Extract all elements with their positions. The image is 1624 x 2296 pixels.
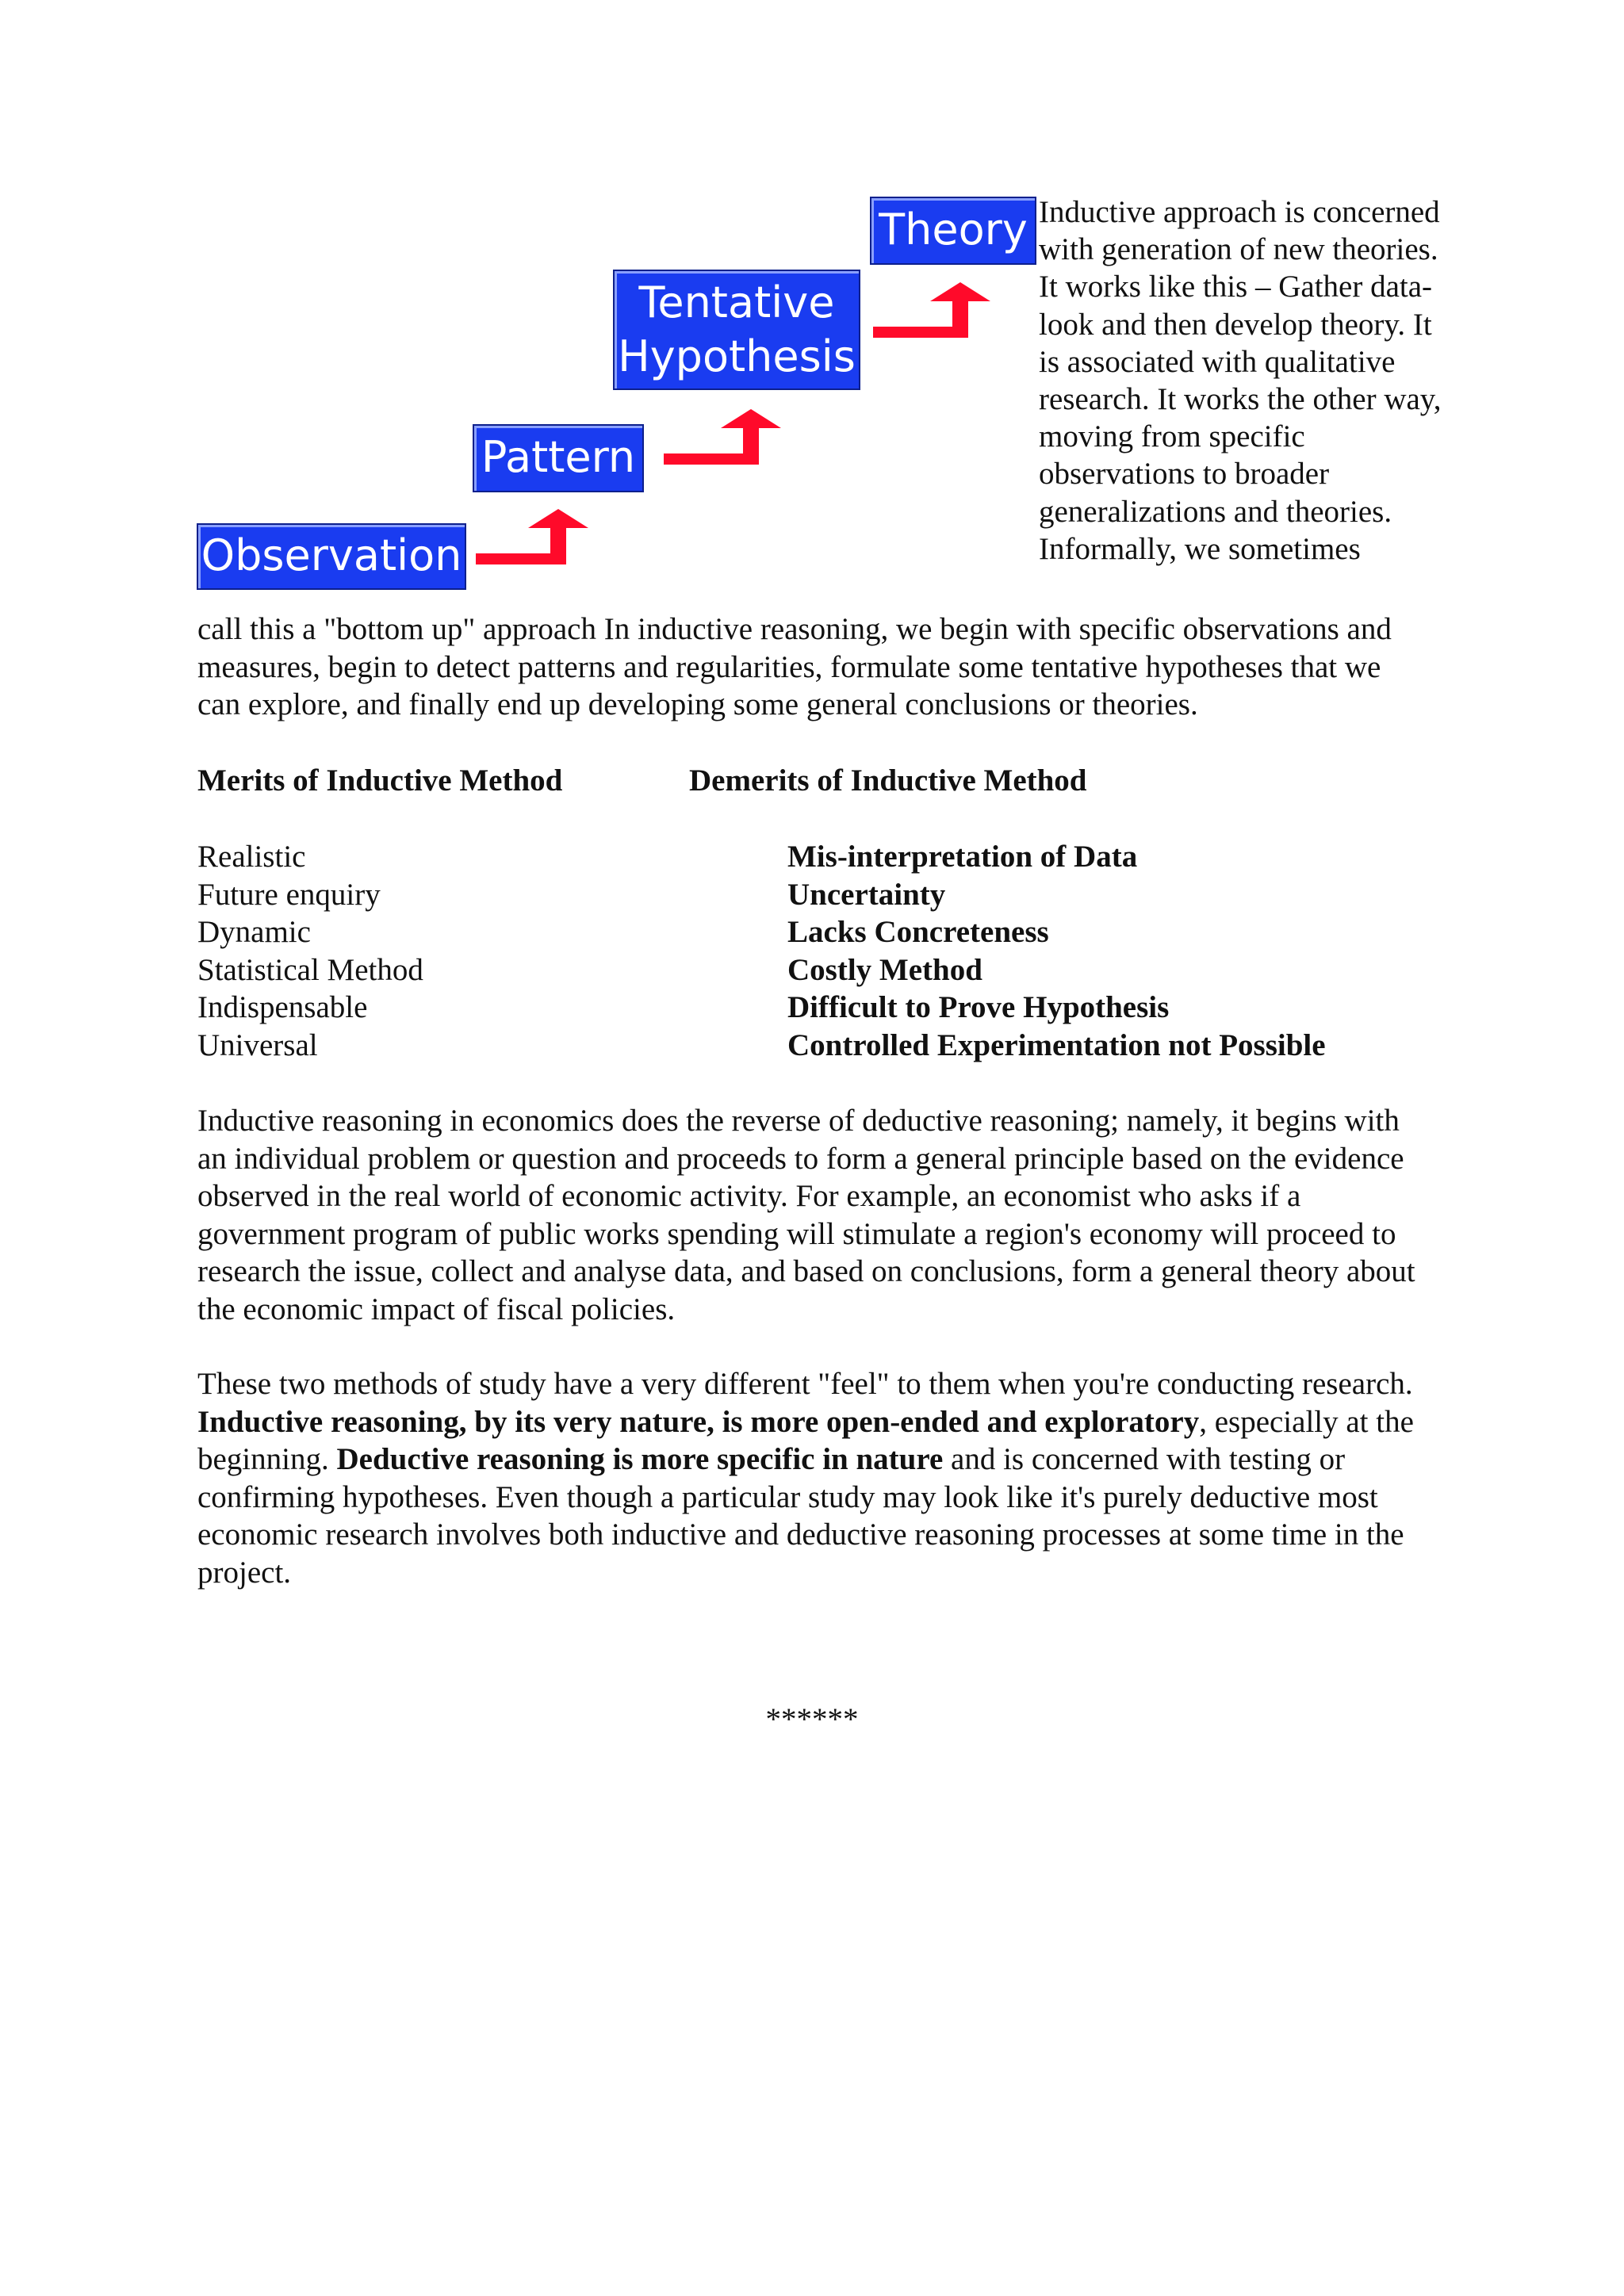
list-item: Mis-interpretation of Data — [787, 840, 1138, 874]
intro-continuation: call this a "bottom up" approach In inductive reasoning, we begin with specific observations and measures, begin to detect patterns and regularities, formulate some tentative hypotheses that we can explore, and finally end up developing some general conclusions or theories. — [197, 612, 1392, 722]
list-item: Lacks Concreteness — [787, 915, 1049, 949]
list-item: Realistic — [197, 840, 306, 874]
arrow-observation-to-pattern — [473, 506, 595, 569]
methods-bold-deductive: Deductive reasoning is more specific in nature — [336, 1442, 944, 1477]
intro-side-text: Inductive approach is concerned with generation of new theories. It works like this – Gather data- look and then develop theory. It is associated with qualitative research. It works the other way, moving from specific observations to broader generalizations and theories. Informally, we sometimes — [1039, 195, 1442, 566]
methods-text-3: and is concerned with testing or confirming hypotheses. Even though a particular study may look like it's purely deductive most economic research involves both inductive and deductive reasoning processes at some time in the project. — [197, 1442, 1404, 1590]
economics-paragraph: Inductive reasoning in economics does the reverse of deductive reasoning; namely, it begins with an individual problem or question and proceeds to form a general principle based on the evidence observed in the real world of economic activity. For example, an economist who asks if a government program of public works spending will stimulate a region's economy will proceed to research the issue, collect and analyse data, and based on conclusions, form a general theory about the economic impact of fiscal policies. — [197, 1104, 1415, 1326]
list-item: Universal — [197, 1027, 318, 1062]
step-observation: Observation — [197, 523, 466, 590]
demerits-list — [787, 838, 1326, 1064]
methods-bold-inductive: Inductive reasoning, by its very nature, is more open-ended and exploratory — [197, 1404, 1200, 1439]
step-theory: Theory — [870, 197, 1036, 265]
list-item: Uncertainty — [787, 877, 946, 912]
merits-list — [197, 838, 423, 1064]
list-item: Statistical Method — [197, 952, 423, 987]
separator-stars: ****** — [765, 1702, 859, 1736]
arrow-hypothesis-to-theory — [870, 279, 997, 342]
list-item: Future enquiry — [197, 877, 381, 912]
methods-paragraph — [197, 1365, 1419, 1592]
list-item: Costly Method — [787, 952, 982, 987]
demerits-heading: Demerits of Inductive Method — [689, 763, 1087, 798]
list-item: Dynamic — [197, 915, 311, 949]
methods-text-1: These two methods of study have a very different "feel" to them when you're conducting research. — [197, 1367, 1413, 1401]
step-pattern: Pattern — [473, 424, 644, 492]
merits-heading: Merits of Inductive Method — [197, 763, 563, 798]
methods-text-2: , especially at the beginning. — [197, 1404, 1414, 1477]
list-item: Indispensable — [197, 990, 368, 1024]
list-item: Difficult to Prove Hypothesis — [787, 990, 1170, 1024]
arrow-pattern-to-hypothesis — [661, 406, 787, 469]
step-tentative-hypothesis: Tentative Hypothesis — [613, 270, 860, 390]
list-item: Controlled Experimentation not Possible — [787, 1027, 1326, 1062]
